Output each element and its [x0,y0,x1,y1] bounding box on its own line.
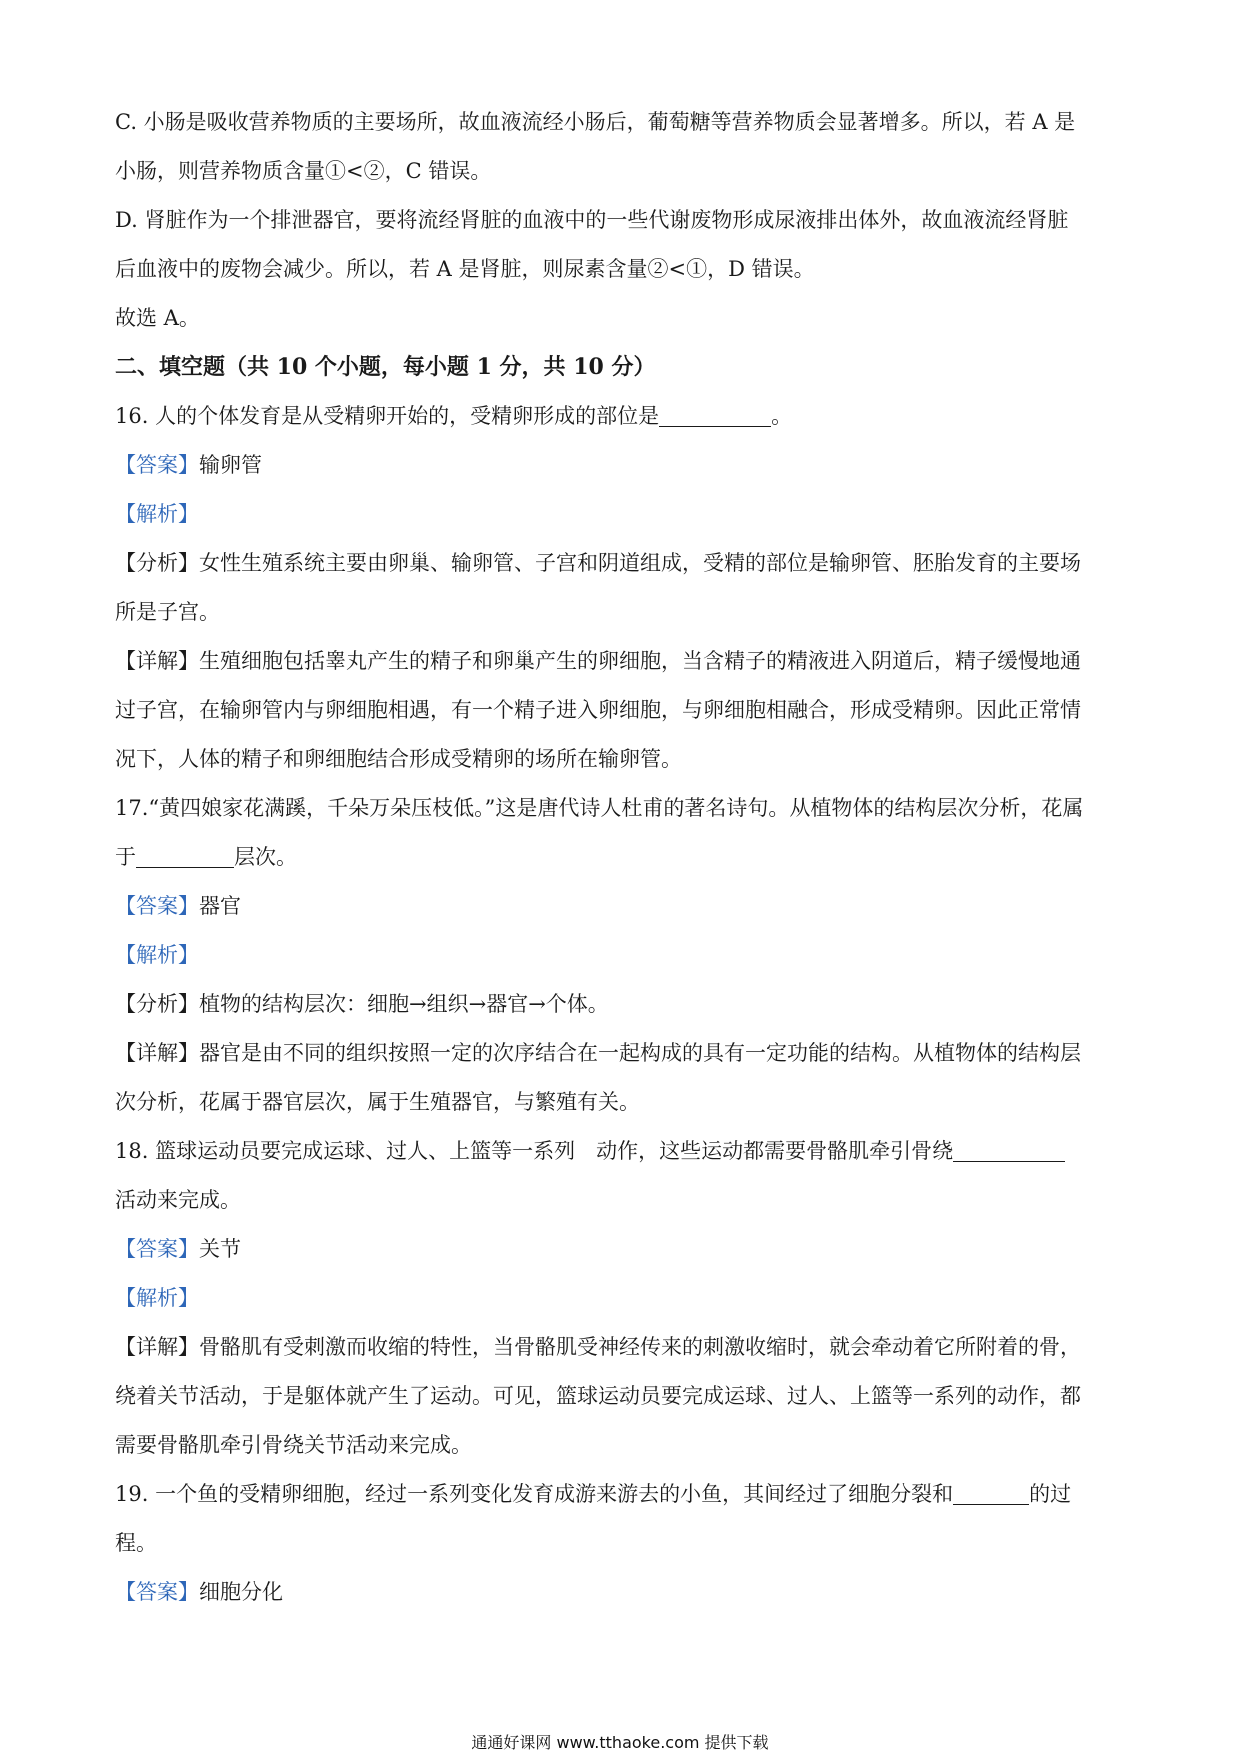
question-19-line-1 [115,1470,1125,1519]
question-17-line-2 [115,833,1125,882]
question-18-line-2: 活动来完成。 [115,1188,241,1212]
answer-18 [115,1225,1125,1274]
question-18-line-1 [115,1127,1125,1176]
answer-17 [115,882,1125,931]
answer-blank [953,1139,1065,1162]
explanation-label: 【解析】 [115,943,199,967]
explanation-18 [115,1274,1125,1323]
detail-label: 【详解】 [115,1335,199,1359]
answer-16 [115,441,1125,490]
question-19-end: 的过 [1029,1482,1072,1506]
explanation-16 [115,490,1125,539]
answer-label: 【答案】 [115,1580,199,1604]
answer-label: 【答案】 [115,453,199,477]
detail-18-line-1 [115,1323,1125,1372]
explanation-17 [115,931,1125,980]
answer-label: 【答案】 [115,1237,199,1261]
detail-18-text-1: 骨骼肌有受刺激而收缩的特性，当骨骼肌受神经传来的刺激收缩时，就会牵动着它所附着的骨， [199,1335,1081,1359]
answer-17-text: 器官 [199,894,241,918]
option-c-line-1: C. 小肠是吸收营养物质的主要场所，故血液流经小肠后，葡萄糖等营养物质会显著增多。所以，若 A 是 [115,110,1076,134]
question-17-text: 于 [115,845,136,869]
question-17-line-1: 17.“黄四娘家花满蹊，千朵万朵压枝低。”这是唐代诗人杜甫的著名诗句。从植物体的结构层次分析，花属 [115,796,1084,820]
analysis-17 [115,980,1125,1029]
detail-16-line-2: 过子宫，在输卵管内与卵细胞相遇，有一个精子进入卵细胞，与卵细胞相融合，形成受精卵。因此正常情 [115,698,1081,722]
detail-label: 【详解】 [115,649,199,673]
detail-17-line-2: 次分析，花属于器官层次，属于生殖器官，与繁殖有关。 [115,1090,640,1114]
question-16 [115,392,1125,441]
detail-18-line-3: 需要骨骼肌牵引骨绕关节活动来完成。 [115,1433,472,1457]
option-c-line-2: 小肠，则营养物质含量①<②，C 错误。 [115,159,492,183]
answer-label: 【答案】 [115,894,199,918]
detail-17-line-1 [115,1029,1125,1078]
detail-16-line-1 [115,637,1125,686]
answer-blank [136,845,234,868]
detail-16-line-3: 况下，人体的精子和卵细胞结合形成受精卵的场所在输卵管。 [115,747,682,771]
detail-16-text-1: 生殖细胞包括睾丸产生的精子和卵巢产生的卵细胞，当含精子的精液进入阴道后，精子缓慢地通 [199,649,1081,673]
footer-watermark: 通通好课网 www.tthaoke.com 提供下载 [471,1733,769,1752]
answer-19-text: 细胞分化 [199,1580,283,1604]
page-content [115,98,1125,1617]
question-16-text: 16. 人的个体发育是从受精卵开始的，受精卵形成的部位是 [115,404,660,428]
question-17-end: 层次。 [234,845,297,869]
answer-19 [115,1568,1125,1617]
explanation-label: 【解析】 [115,1286,199,1310]
analysis-label: 【分析】 [115,551,199,575]
explanation-label: 【解析】 [115,502,199,526]
question-18-text: 18. 篮球运动员要完成运球、过人、上篮等一系列 动作，这些运动都需要骨骼肌牵引骨绕 [115,1139,954,1163]
detail-18-line-2: 绕着关节活动，于是躯体就产生了运动。可见，篮球运动员要完成运球、过人、上篮等一系列的动作，都 [115,1384,1081,1408]
answer-18-text: 关节 [199,1237,241,1261]
question-19-text: 19. 一个鱼的受精卵细胞，经过一系列变化发育成游来游去的小鱼，其间经过了细胞分裂和 [115,1482,954,1506]
answer-blank [953,1482,1029,1505]
analysis-17-text: 植物的结构层次：细胞→组织→器官→个体。 [199,992,609,1016]
analysis-16-line-2: 所是子宫。 [115,600,220,624]
analysis-16-line-1 [115,539,1125,588]
answer-16-text: 输卵管 [199,453,262,477]
question-16-end: 。 [771,404,793,428]
analysis-16-text-1: 女性生殖系统主要由卵巢、输卵管、子宫和阴道组成，受精的部位是输卵管、胚胎发育的主要场 [199,551,1081,575]
question-19-line-2: 程。 [115,1531,157,1555]
conclusion-line: 故选 A。 [115,306,200,330]
detail-label: 【详解】 [115,1041,199,1065]
section-heading: 二、填空题（共 10 个小题，每小题 1 分，共 10 分） [115,354,656,380]
detail-17-text-1: 器官是由不同的组织按照一定的次序结合在一起构成的具有一定功能的结构。从植物体的结构层 [199,1041,1081,1065]
option-d-line-2: 后血液中的废物会减少。所以，若 A 是肾脏，则尿素含量②<①，D 错误。 [115,257,815,281]
option-d-line-1: D. 肾脏作为一个排泄器官，要将流经肾脏的血液中的一些代谢废物形成尿液排出体外，故血液流经肾脏 [115,208,1069,232]
analysis-label: 【分析】 [115,992,199,1016]
answer-blank [659,404,771,427]
